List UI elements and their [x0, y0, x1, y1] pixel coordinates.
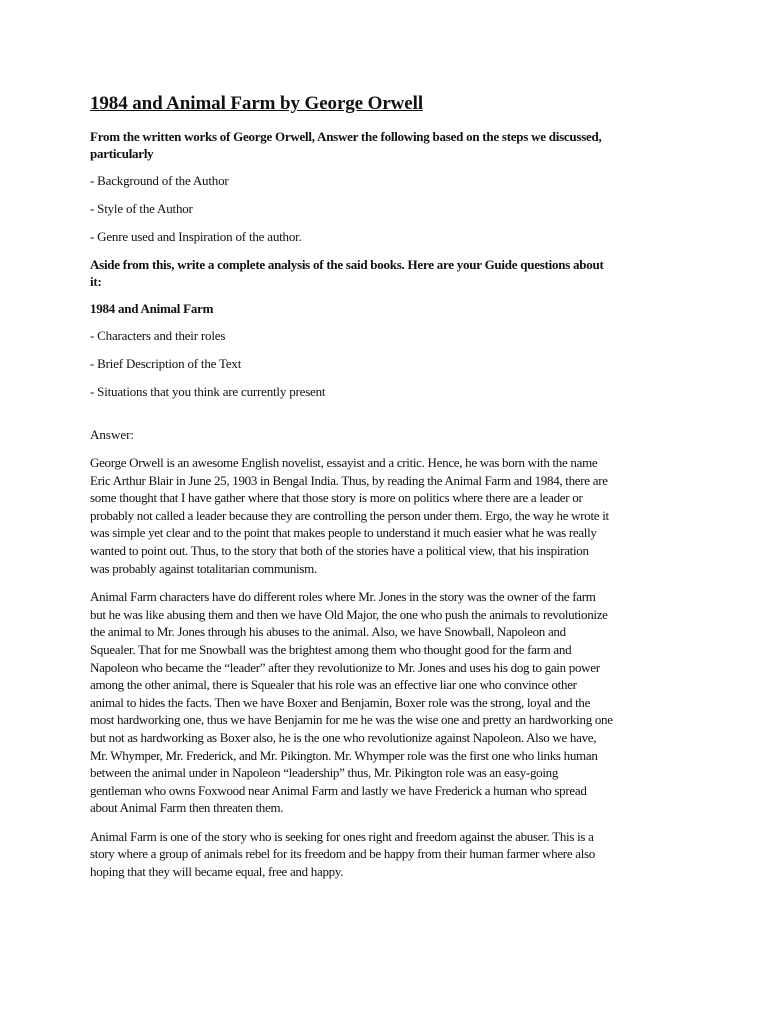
document-title: 1984 and Animal Farm by George Orwell	[90, 93, 423, 114]
aside-instruction	[90, 256, 690, 290]
intro-instruction	[90, 128, 690, 162]
paragraph-line: Mr. Whymper, Mr. Frederick, and Mr. Pikington. Mr. Whymper role was the first one who links human	[90, 747, 598, 763]
paragraph-line: Eric Arthur Blair in June 25, 1903 in Bengal India. Thus, by reading the Animal Farm and 1984, there are	[90, 472, 608, 488]
paragraph-line: the animal to Mr. Jones through his abuses to the animal. Also, we have Snowball, Napoleon and	[90, 624, 566, 640]
document-page	[90, 92, 690, 892]
aside-line: it:	[90, 274, 102, 289]
answer-body	[90, 454, 690, 881]
paragraph-line: was probably against totalitarian communism.	[90, 560, 317, 576]
intro-line: From the written works of George Orwell, Answer the following based on the steps we discussed,	[90, 129, 602, 144]
step-item-style: - Style of the Author	[90, 201, 193, 216]
paragraph-line: George Orwell is an awesome English novelist, essayist and a critic. Hence, he was born with the name	[90, 455, 598, 470]
step-item-background: - Background of the Author	[90, 173, 229, 188]
paragraph-line: among the other animal, there is Squealer that his role was an effective liar one who convince other	[90, 677, 577, 693]
paragraph-line: Animal Farm characters have do different roles where Mr. Jones in the story was the owner of the farm	[90, 589, 596, 605]
paragraph-line: most hardworking one, thus we have Benjamin for me he was the wise one and pretty an hardworking one	[90, 712, 613, 728]
paragraph-line: about Animal Farm then threaten them.	[90, 800, 284, 816]
intro-line: particularly	[90, 146, 154, 161]
answer-label: Answer:	[90, 427, 135, 442]
guide-item-characters: - Characters and their roles	[90, 328, 226, 343]
answer-paragraph	[90, 588, 690, 817]
guide-heading: 1984 and Animal Farm	[90, 301, 214, 316]
step-item-genre: - Genre used and Inspiration of the author.	[90, 229, 302, 244]
paragraph-line: Animal Farm is one of the story who is seeking for ones right and freedom against the abuser. This is a	[90, 828, 594, 844]
paragraph-line: Napoleon who became the “leader” after they revolutionize to Mr. Jones and uses his dog to gain power	[90, 659, 600, 675]
aside-line: Aside from this, write a complete analysis of the said books. Here are your Guide questions about	[90, 257, 604, 272]
paragraph-line: animal to hides the facts. Then we have Boxer and Benjamin, Boxer role was the strong, loyal and the	[90, 694, 591, 710]
paragraph-line: some thought that I have gather where that those story is more on politics where there are a leader or	[90, 490, 583, 506]
answer-paragraph	[90, 828, 690, 881]
answer-paragraph	[90, 454, 690, 577]
guide-item-description: - Brief Description of the Text	[90, 356, 242, 371]
paragraph-line: between the animal under in Napoleon “leadership” thus, Mr. Pikington role was an easy-going	[90, 765, 559, 781]
paragraph-line: hoping that they will became equal, free and happy.	[90, 864, 344, 880]
paragraph-line: gentleman who owns Foxwood near Animal Farm and lastly we have Frederick a human who spread	[90, 782, 587, 798]
paragraph-line: but not as hardworking as Boxer also, he is the one who revolutionize against Napoleon. Also we have,	[90, 729, 597, 745]
paragraph-line: story where a group of animals rebel for its freedom and be happy from their human farmer where also	[90, 846, 595, 862]
paragraph-line: wanted to point out. Thus, to the story that both of the stories have a political view, that his inspiration	[90, 542, 589, 558]
guide-item-situations: - Situations that you think are currently present	[90, 384, 326, 399]
paragraph-line: Squealer. That for me Snowball was the brightest among them who thought good for the farm and	[90, 641, 572, 657]
paragraph-line: probably not called a leader because they are controlling the person under them. Ergo, the way he wrote it	[90, 507, 609, 523]
paragraph-line: was simple yet clear and to the point that makes people to understand it much easier what he was really	[90, 525, 597, 541]
paragraph-line: but he was like abusing them and then we have Old Major, the one who push the animals to revolutionize	[90, 606, 608, 622]
